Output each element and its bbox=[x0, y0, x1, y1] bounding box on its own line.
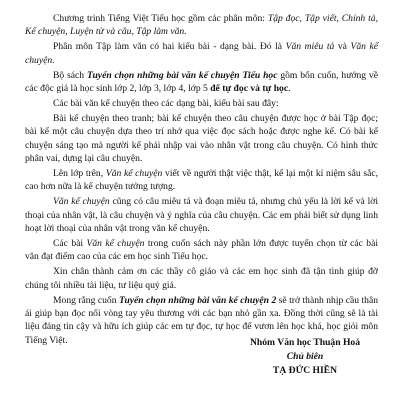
text: Các bài bbox=[53, 238, 87, 249]
paragraph-book-set bbox=[25, 69, 378, 96]
paragraph-lesson-types bbox=[25, 40, 378, 67]
text: trong cuốn sách này phần lớn được tuyển chọn từ các bài văn đạt điểm cao của các em học sinh Tiểu học. bbox=[25, 238, 379, 263]
text: Mong rằng cuốn bbox=[53, 294, 119, 306]
text: cũng có câu miêu tả và đoạn miêu tả, nhưng chủ yếu là lời kể và lời thoại của nhân vật, là câu chuyện và ý nghĩa của câu chuyện. Các em phải biết sử dụng linh hoạt lời thoại của nhân vật trong văn kể chuyện. bbox=[25, 196, 378, 235]
text: sẽ trở thành nhịp cầu thân ái giúp bạn đọc nối vòng tay yêu thương với các bạn nhỏ gần xa. Đồng thời cũng sẽ là tài liệu đáng tin cậy và hữu ích giúp các em tự đọc, tự học để vươn lên học khá, học giỏi môn Tiếng Việt. bbox=[25, 294, 378, 346]
text: Chương trình Tiếng Việt Tiểu học gồm các phân môn: bbox=[53, 13, 268, 24]
self-study-emphasis: để tự đọc và tự học bbox=[210, 83, 289, 95]
book-title: Tuyển chọn những bài văn kể chuyện 2 bbox=[118, 294, 277, 306]
book-title: Tuyển chọn những bài văn kể chuyện Tiểu học bbox=[86, 69, 278, 81]
term-narrative: Văn kể chuyện bbox=[105, 167, 163, 179]
term-narrative: Văn kể chuyện bbox=[86, 238, 145, 249]
signature-block bbox=[230, 336, 380, 378]
text: Bộ sách bbox=[53, 69, 87, 81]
text: gồm bốn cuốn, hướng về các độc giả là học sinh lớp 2, lớp 3, lớp 4, lớp 5 bbox=[25, 69, 378, 95]
paragraph-thanks: Xin chân thành cảm ơn các thầy cô giáo và các em học sinh đã tận tình giúp đỡ chúng tôi nhiều tài liệu, tư liệu quý giá. bbox=[25, 266, 378, 291]
paragraph-narrative-features bbox=[25, 195, 378, 235]
paragraph-intro bbox=[25, 12, 378, 39]
signature-name: TẠ ĐỨC HIỀN bbox=[272, 365, 338, 376]
text: . bbox=[288, 83, 291, 95]
term-narrative: Văn kể chuyện bbox=[25, 41, 378, 66]
paragraph-upper-grades bbox=[25, 167, 378, 194]
subject-list: Tập đọc, Tập viết, Chính tả, Kể chuyện, Luyện từ và câu, Tập làm văn. bbox=[25, 13, 378, 38]
text: và bbox=[334, 41, 351, 53]
text: . bbox=[52, 54, 55, 66]
term-narrative: Văn kể chuyện bbox=[53, 196, 110, 208]
text: Lên lớp trên, bbox=[53, 167, 106, 179]
paragraph-types-detail: Bài kể chuyện theo tranh; bài kể chuyện theo câu chuyện được học ở bài Tập đọc; bài kể một câu chuyện dựa theo trí nhớ qua việc đọc sách hoặc được nghe kể. Có bài kể chuyện sáng tạo mà người kể phải nhập vai vào nhân vật trong câu chuyện. Có hình thức phân vai, dựng lại câu chuyện. bbox=[25, 112, 378, 165]
paragraph-types-intro: Các bài văn kể chuyện theo các dạng bài, kiểu bài sau đây: bbox=[53, 97, 279, 109]
paragraph-selection bbox=[25, 237, 378, 264]
term-descriptive: Văn miêu tả bbox=[285, 41, 335, 53]
text: viết về người thật việc thật, kể lại một kỉ niệm sâu sắc, cao hơn nữa là kể chuyện tưởng tượng. bbox=[25, 167, 379, 193]
text: Phân môn Tập làm văn có hai kiểu bài - dạng bài. Đó là bbox=[53, 41, 286, 53]
signature-group: Nhóm Văn học Thuận Hoá bbox=[249, 337, 360, 348]
signature-role: Chủ biên bbox=[286, 351, 324, 362]
